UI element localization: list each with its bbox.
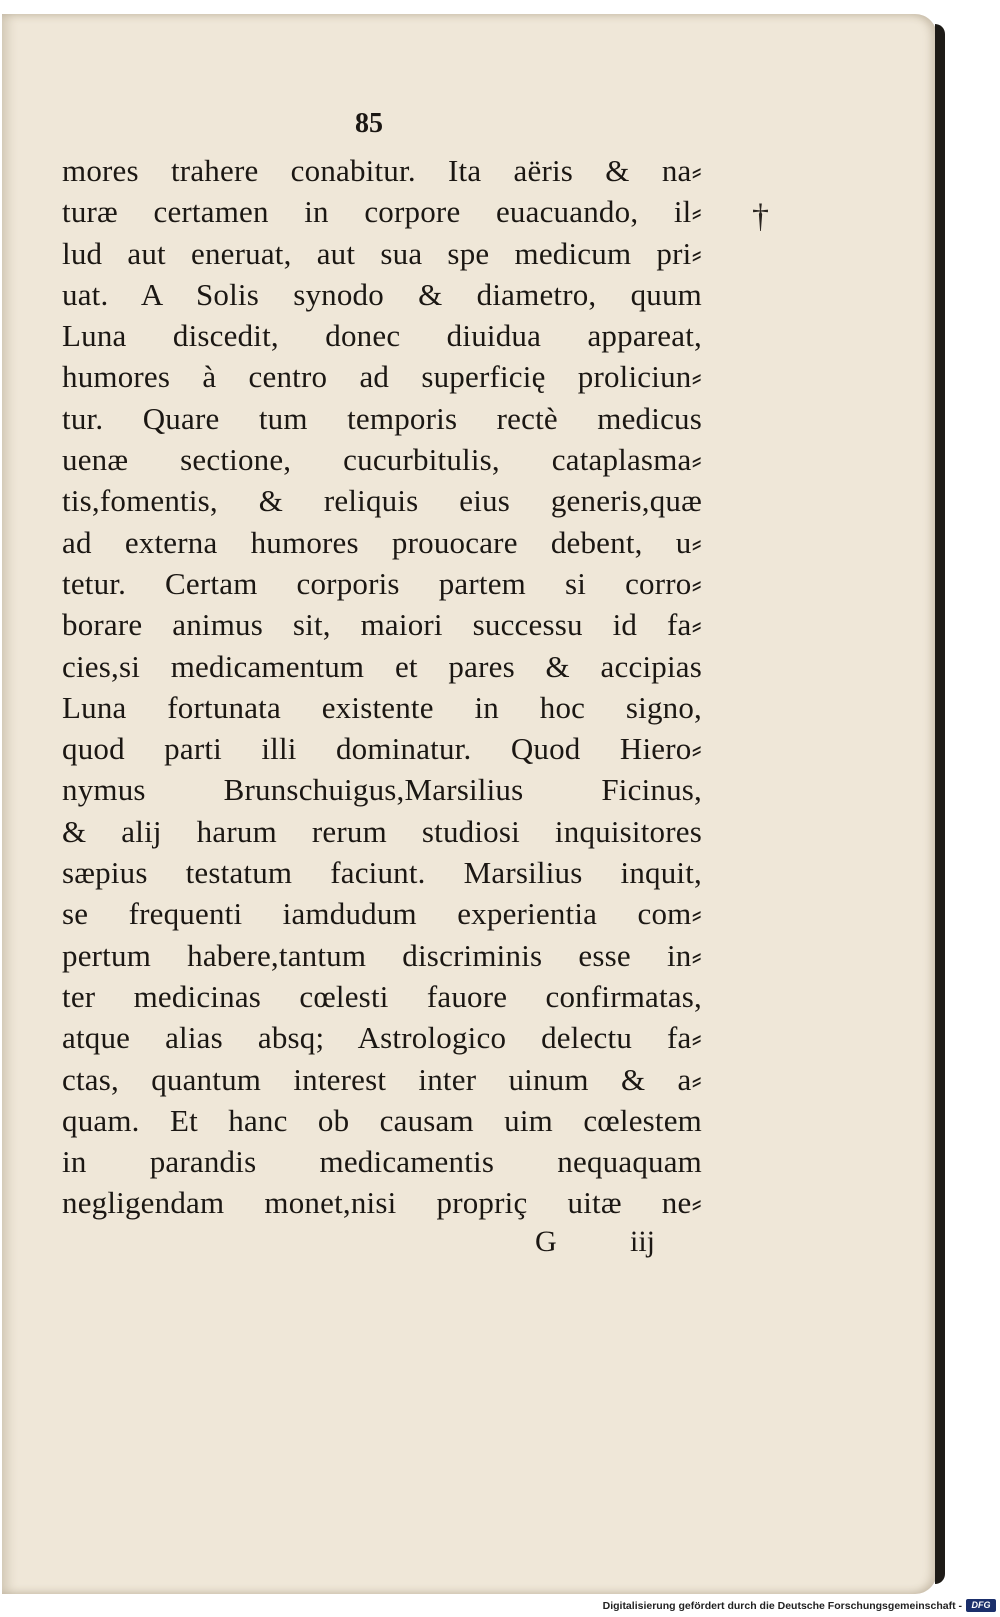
signature-number: iij — [629, 1225, 655, 1258]
text-line: mores trahere conabitur. Ita aëris & na⸗ — [62, 153, 702, 188]
page-edge — [935, 24, 945, 1584]
text-line: Luna fortunata existente in hoc signo, — [62, 689, 702, 725]
text-line: quam. Et hanc ob causam uim cœlestem — [62, 1102, 702, 1138]
margin-mark: † — [752, 198, 769, 235]
text-line: se frequenti iamdudum experientia com⸗ — [62, 896, 702, 932]
text-line: in parandis medicamentis nequaquam — [62, 1144, 702, 1180]
dfg-logo: DFG — [966, 1599, 996, 1612]
signature-letter: G — [535, 1225, 557, 1258]
text-line: ter medicinas cœlesti fauore confirmatas, — [62, 978, 702, 1014]
text-line: lud aut eneruat, aut sua spe medicum pri⸗ — [62, 235, 702, 271]
text-line: borare animus sit, maiori successu id fa⸗ — [62, 607, 702, 643]
text-line: humores à centro ad superficię proliciun⸗ — [62, 359, 702, 395]
text-line: pertum habere,tantum discriminis esse in⸗ — [62, 937, 702, 973]
text-line: ctas, quantum interest inter uinum & a⸗ — [62, 1061, 702, 1097]
text-line: sæpius testatum faciunt. Marsilius inquit, — [62, 855, 702, 891]
text-line: uat. A Solis synodo & diametro, quum — [62, 276, 702, 312]
text-line: negligendam monet,nisi propriç uitæ ne⸗ — [62, 1185, 702, 1221]
text-line: & alij harum rerum studiosi inquisitores — [62, 813, 702, 849]
page-number: 85 — [355, 108, 383, 139]
text-block — [62, 150, 702, 1224]
footer-credit: Digitalisierung gefördert durch die Deutsche Forschungsgemeinschaft - — [602, 1600, 962, 1612]
text-line: ad externa humores prouocare debent, u⸗ — [62, 524, 702, 560]
text-line: tis,fomentis, & reliquis eius generis,quæ — [62, 483, 702, 519]
text-line: quod parti illi dominatur. Quod Hiero⸗ — [62, 731, 702, 767]
text-line: atque alias absq; Astrologico delectu fa⸗ — [62, 1020, 702, 1056]
text-line: uenæ sectione, cucurbitulis, cataplasma⸗ — [62, 442, 702, 478]
text-line: turæ certamen in corpore euacuando, il⸗ — [62, 194, 702, 230]
text-line: cies,si medicamentum et pares & accipias — [62, 648, 702, 684]
text-line: nymus Brunschuigus,Marsilius Ficinus, — [62, 772, 702, 808]
text-line: tetur. Certam corporis partem si corro⸗ — [62, 565, 702, 601]
text-line: Luna discedit, donec diuidua appareat, — [62, 318, 702, 354]
signature-mark — [535, 1225, 655, 1259]
text-line: tur. Quare tum temporis rectè medicus — [62, 400, 702, 436]
